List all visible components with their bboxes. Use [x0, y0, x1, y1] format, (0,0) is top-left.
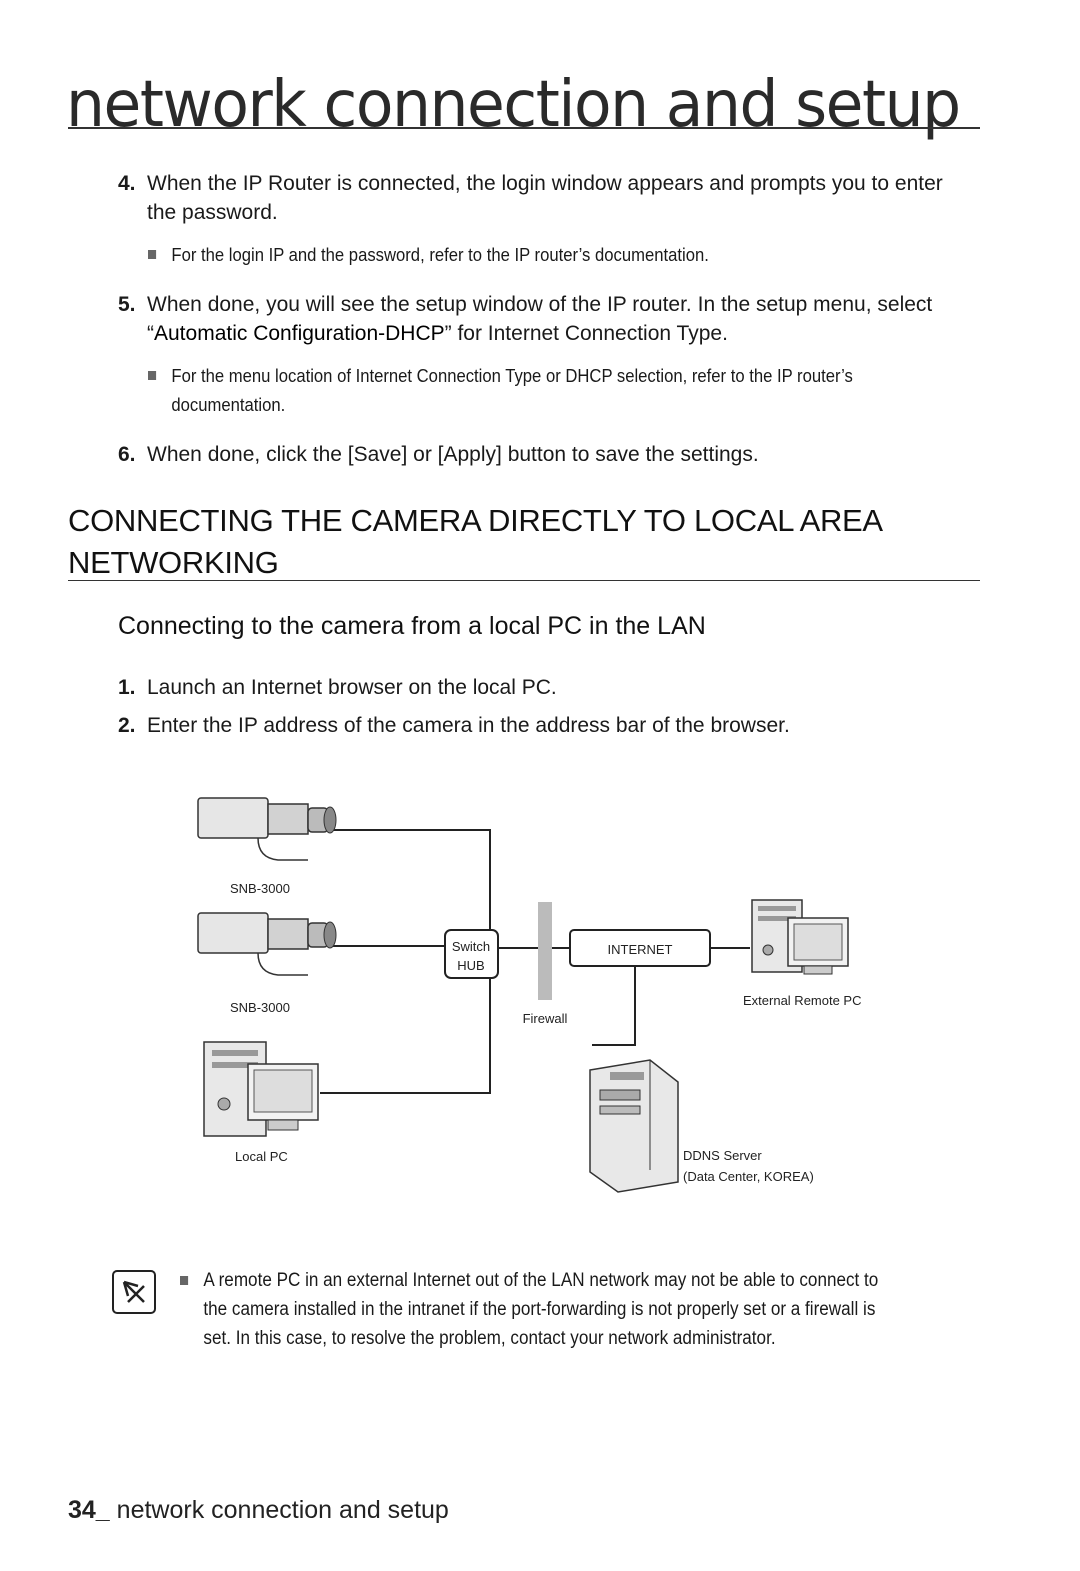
note-text: For the menu location of Internet Connection Type or DHCP selection, refer to the IP router’s documentation.: [171, 365, 853, 415]
step-number: 5.: [118, 293, 136, 316]
remote-pc-label: External Remote PC: [743, 993, 862, 1008]
memo-text: A remote PC in an external Internet out of the LAN network may not be able to connect to the camera installed in the intranet if the port-forwarding is not properly set or a firewall is set. In this case, to resolve the problem, contact your network administrator.: [203, 1270, 879, 1349]
step-text-part: ] button to save the settings.: [496, 443, 759, 466]
ddns-label: DDNS Server: [683, 1148, 762, 1163]
step-number: 4.: [118, 172, 136, 195]
step-number: 2.: [118, 714, 136, 737]
step-1: [118, 673, 958, 702]
camera-2-label: SNB-3000: [230, 1000, 290, 1015]
network-diagram: [180, 780, 900, 1210]
note-bullet-icon: [180, 1276, 188, 1285]
note-text: For the login IP and the password, refer to the IP router’s documentation.: [171, 244, 709, 265]
internet-label: INTERNET: [607, 942, 673, 957]
step-text-part: When done, you will see the setup window of the IP router. In the setup menu, select “: [147, 293, 933, 345]
step-text-part: ” for Internet Connection Type.: [444, 322, 728, 345]
hub-label: HUB: [457, 958, 485, 973]
step-5-note: [148, 361, 859, 419]
step-text: [118, 440, 958, 469]
chapter-title: network connection and setup: [66, 68, 960, 142]
internet-box: [570, 930, 710, 966]
camera-1-label: SNB-3000: [230, 881, 290, 896]
section-title: CONNECTING THE CAMERA DIRECTLY TO LOCAL AREA NETWORKING: [68, 503, 882, 580]
chapter-rule: [68, 127, 980, 129]
step-5: [118, 290, 958, 348]
step-text: [118, 290, 958, 348]
camera-icon: [198, 913, 336, 975]
step-number: 1.: [118, 676, 136, 699]
step-number: 6.: [118, 443, 136, 466]
step-6: [118, 440, 958, 469]
ddns-server-icon: [590, 1060, 678, 1192]
step-text: When the IP Router is connected, the login window appears and prompts you to enter the password.: [147, 172, 943, 224]
remote-pc-icon: [752, 900, 848, 974]
local-pc-label: Local PC: [235, 1149, 288, 1164]
memo-note-icon: [112, 1270, 156, 1314]
step-4: [118, 169, 958, 227]
menu-option-name: Automatic Configuration-DHCP: [154, 322, 445, 345]
page-footer: [68, 1496, 449, 1525]
step-text: Enter the IP address of the camera in the address bar of the browser.: [147, 714, 790, 737]
switch-hub-box: [445, 930, 498, 978]
local-pc-icon: [204, 1042, 318, 1136]
camera-icon: [198, 798, 336, 860]
section-rule: [68, 580, 980, 581]
step-4-note: [148, 240, 859, 269]
step-text-part: When done, click the [: [147, 443, 354, 466]
ddns-sub-label: (Data Center, KOREA): [683, 1169, 814, 1184]
page-number: 34_: [68, 1496, 110, 1524]
save-button-ref: Save: [353, 443, 402, 466]
firewall-label: Firewall: [522, 1011, 568, 1026]
note-bullet-icon: [148, 371, 156, 380]
subsection-title: Connecting to the camera from a local PC in the LAN: [118, 612, 706, 640]
switch-label: Switch: [451, 939, 491, 954]
step-text: Launch an Internet browser on the local PC.: [147, 676, 557, 699]
firewall-icon: [538, 902, 552, 1000]
step-text-part: ] or [: [401, 443, 444, 466]
apply-button-ref: Apply: [443, 443, 497, 466]
note-bullet-icon: [148, 250, 156, 259]
footer-title: network connection and setup: [116, 1496, 449, 1524]
memo-note: [180, 1266, 891, 1353]
step-2: [118, 711, 958, 740]
